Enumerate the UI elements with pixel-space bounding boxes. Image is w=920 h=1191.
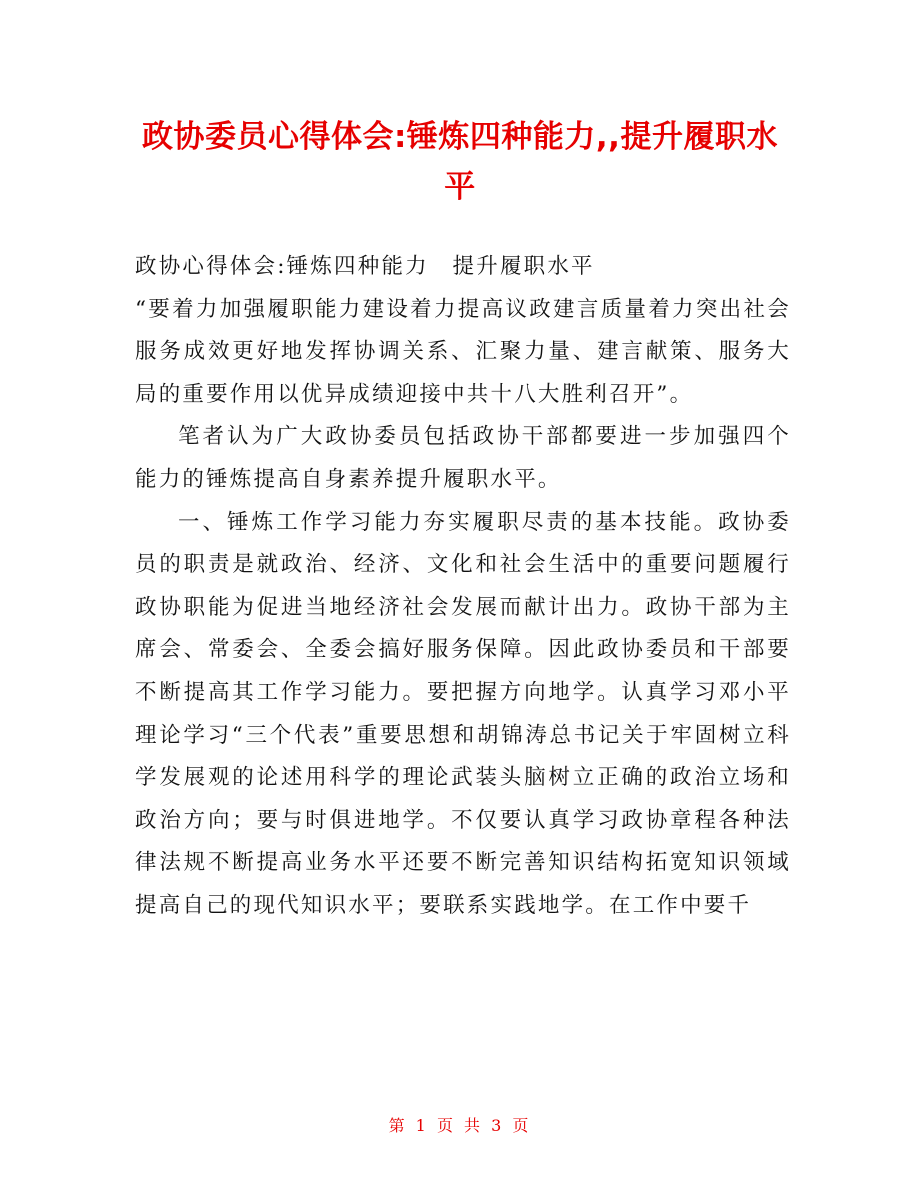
paragraph-intro: 笔者认为广大政协委员包括政协干部都要进一步加强四个能力的锤炼提高自身素养提升履职水平。 [135, 424, 791, 492]
paragraph-quote: “要着力加强履职能力建设着力提高议政建言质量着力突出社会服务成效更好地发挥协调关系、汇聚力量、建言献策、服务大局的重要作用以优异成绩迎接中共十八大胜利召开”。 [135, 296, 791, 407]
document-subtitle: 政协心得体会:锤炼四种能力 提升履职水平 [135, 254, 595, 279]
document-title: 政协委员心得体会:锤炼四种能力,,提升履职水平 [142, 119, 778, 205]
document-body [135, 246, 791, 928]
paragraph-section-one: 一、锤炼工作学习能力夯实履职尽责的基本技能。政协委员的职责是就政治、经济、文化和社会生活中的重要问题履行政协职能为促进当地经济社会发展而献计出力。政协干部为主席会、常委会、全委会搞好服务保障。因此政协委员和干部要不断提高其工作学习能力。要把握方向地学。认真学习邓小平理论学习“三个代表”重要思想和胡锦涛总书记关于牢固树立科学发展观的论述用科学的理论武装头脑树立正确的政治立场和政治方向；要与时俱进地学。不仅要认真学习政协章程各种法律法规不断提高业务水平还要不断完善知识结构拓宽知识领域提高自己的现代知识水平；要联系实践地学。在工作中要千 [135, 509, 791, 918]
page-number-footer: 第 1 页 共 3 页 [388, 1116, 532, 1135]
